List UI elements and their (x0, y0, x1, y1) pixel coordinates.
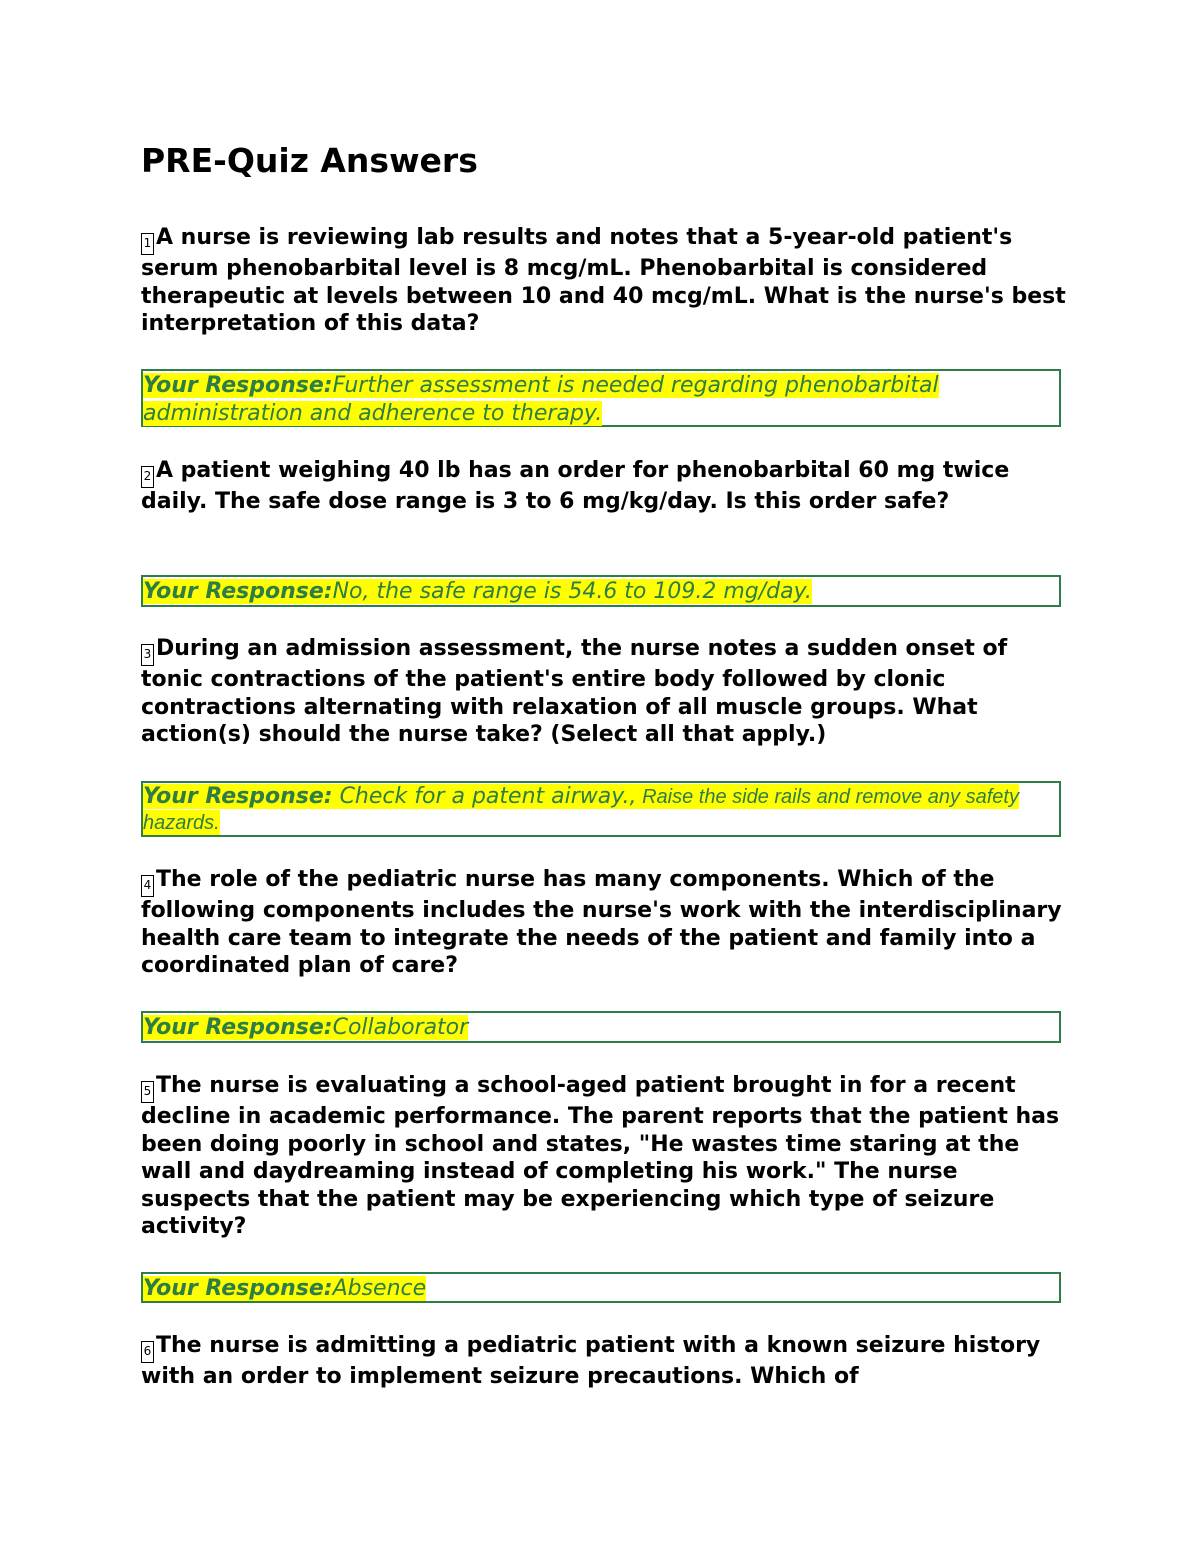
question-2 (141, 457, 1066, 516)
response-label-2: Your Response: (143, 579, 333, 604)
response-box-5 (141, 1272, 1061, 1303)
question-4 (141, 866, 1066, 980)
question-number-4: 4 (141, 875, 154, 897)
response-text-5: Absence (332, 1276, 427, 1301)
response-label-1: Your Response: (143, 373, 333, 398)
response-label-3: Your Response: (143, 784, 333, 809)
response-box-2 (141, 575, 1061, 607)
response-text-3b: Raise the side rails and remove any safety hazards. (143, 786, 1019, 834)
response-label-4: Your Response: (143, 1015, 333, 1040)
question-number-3: 3 (141, 644, 154, 666)
response-text-1: Further assessment is needed regarding phenobarbital administration and adherence to therapy. (143, 373, 939, 426)
question-number-6: 6 (141, 1341, 154, 1363)
question-text-4: The role of the pediatric nurse has many components. Which of the following components includes the nurse's work with the interdisciplinary health care team to integrate the needs of the patient and family into a coordinated plan of care? (141, 867, 1062, 978)
question-number-2: 2 (141, 466, 154, 488)
response-text-4: Collaborator (332, 1015, 469, 1040)
question-6 (141, 1332, 1066, 1391)
question-number-5: 5 (141, 1081, 154, 1103)
question-text-6: The nurse is admitting a pediatric patient with a known seizure history with an order to implement seizure precautions. Which of (141, 1333, 1041, 1389)
question-1 (141, 224, 1066, 338)
question-text-5: The nurse is evaluating a school-aged patient brought in for a recent decline in academic performance. The parent reports that the patient has been doing poorly in school and states, "He wastes time staring at the wall and daydreaming instead of completing his work." The nurse suspects that the patient may be experiencing which type of seizure activity? (141, 1073, 1060, 1239)
response-box-1 (141, 369, 1061, 427)
question-5 (141, 1072, 1066, 1241)
question-text-3: During an admission assessment, the nurse notes a sudden onset of tonic contractions of the patient's entire body followed by clonic contractions alternating with relaxation of all muscle groups. What action(s) should the nurse take? (Select all that apply.) (141, 636, 1008, 747)
question-3 (141, 635, 1066, 749)
response-box-3 (141, 781, 1061, 837)
response-text-2: No, the safe range is 54.6 to 109.2 mg/day. (332, 579, 812, 604)
question-text-2: A patient weighing 40 lb has an order for phenobarbital 60 mg twice daily. The safe dose range is 3 to 6 mg/kg/day. Is this order safe? (141, 458, 1010, 514)
response-text-3a: Check for a patent airway., (332, 784, 637, 809)
response-box-4 (141, 1011, 1061, 1043)
response-label-5: Your Response: (143, 1276, 333, 1301)
question-number-1: 1 (141, 233, 154, 255)
page-title: PRE-Quiz Answers (141, 141, 478, 180)
question-text-1: A nurse is reviewing lab results and notes that a 5-year-old patient's serum phenobarbital level is 8 mcg/mL. Phenobarbital is considered therapeutic at levels between 10 and 40 mcg/mL. What is the nurse's best interpretation of this data? (141, 225, 1066, 336)
